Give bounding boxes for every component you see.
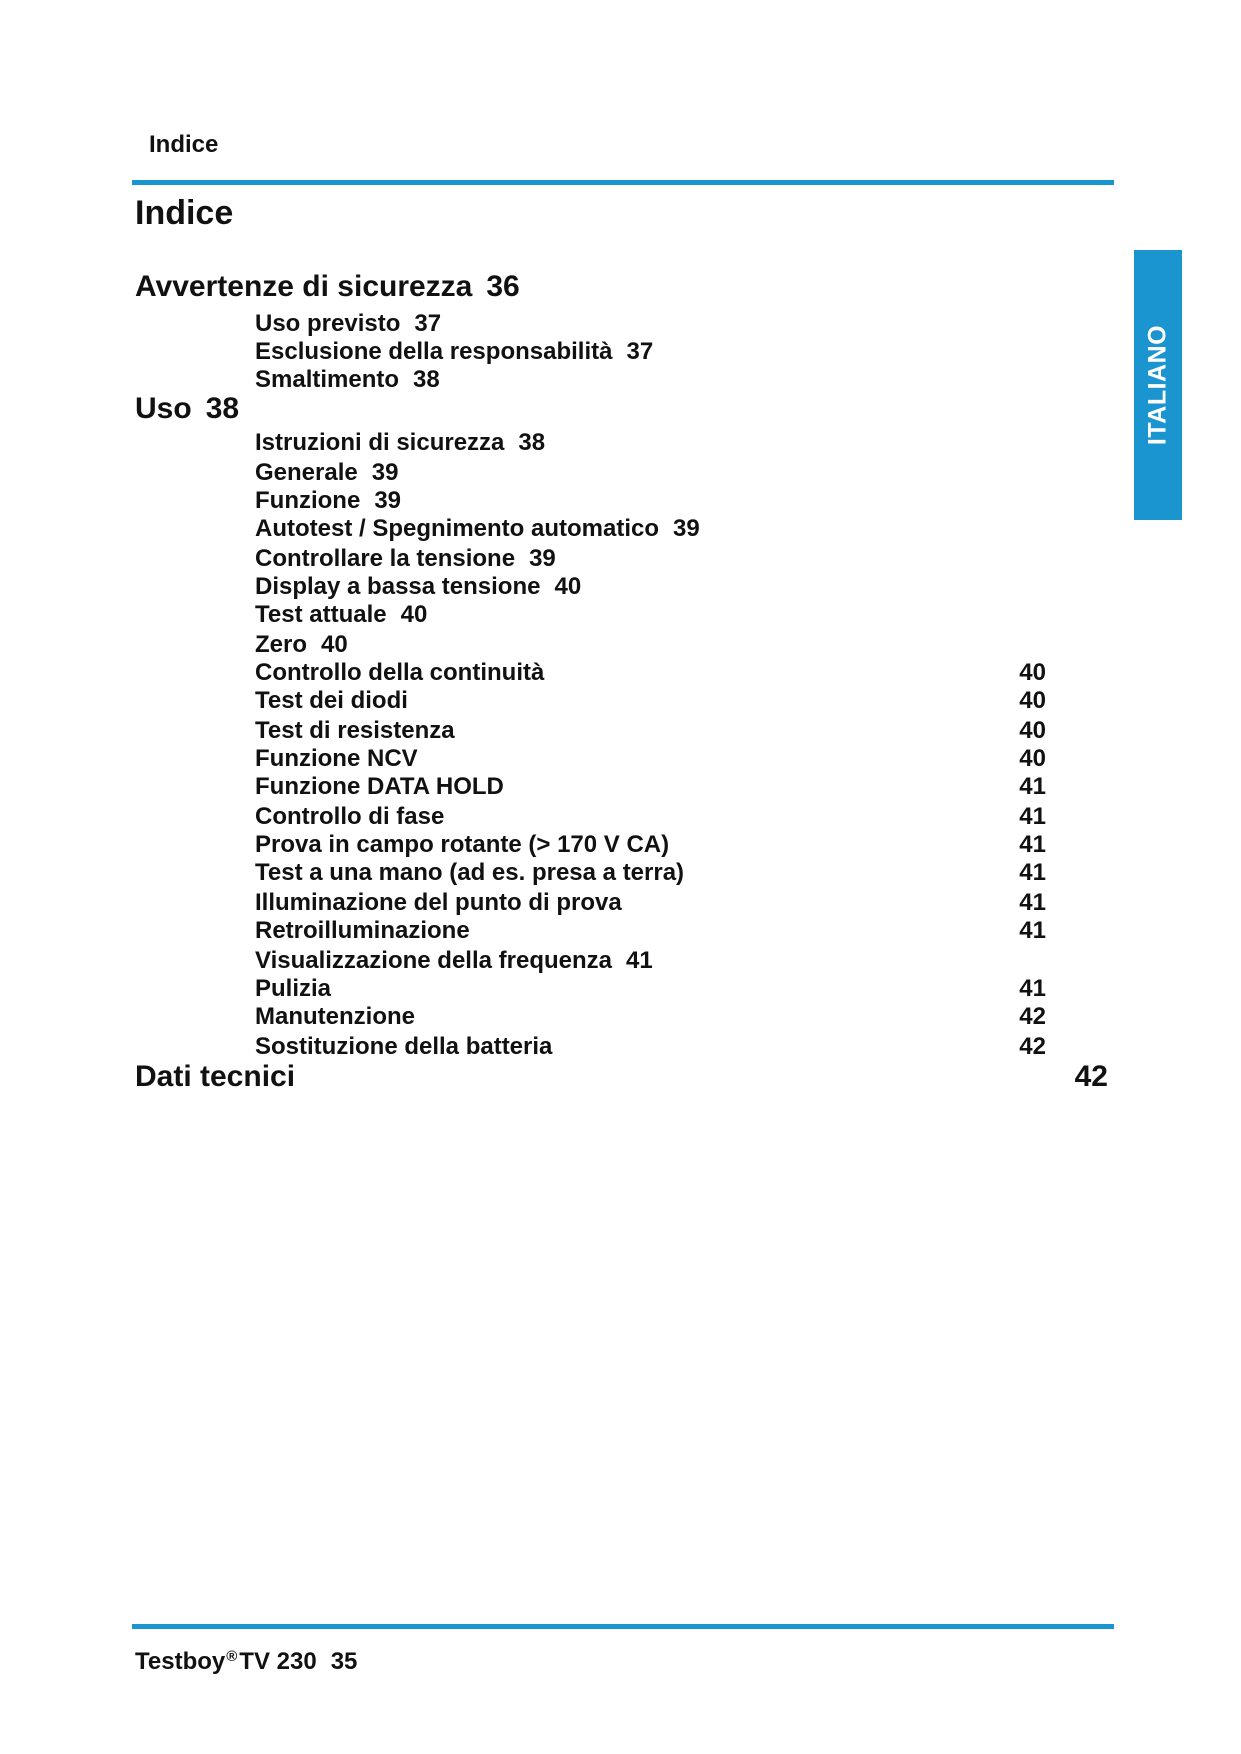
toc-entry-generale[interactable] <box>255 459 398 487</box>
toc-entry-istruzioni[interactable] <box>255 429 545 457</box>
toc-page: 39 <box>374 487 402 514</box>
toc-entry-manutenzione[interactable] <box>255 1003 415 1031</box>
toc-title: Funzione <box>255 487 361 514</box>
toc-page: 40 <box>1019 717 1046 744</box>
toc-entry-batteria[interactable] <box>255 1033 552 1061</box>
toc-page: 41 <box>1019 917 1046 944</box>
toc-entry-campo-rotante[interactable] <box>255 831 669 859</box>
toc-title: Controllare la tensione <box>255 545 516 572</box>
toc-page: 41 <box>1019 831 1046 858</box>
toc-page: 40 <box>554 573 582 600</box>
running-header: Indice <box>149 131 219 158</box>
toc-title: Manutenzione <box>255 1003 415 1030</box>
toc-entry-retroilluminazione[interactable] <box>255 917 470 945</box>
toc-title: Illuminazione del punto di prova <box>255 889 622 916</box>
toc-entry-data-hold[interactable] <box>255 773 504 801</box>
footer-page-number: 35 <box>330 1648 358 1675</box>
language-tab <box>1134 250 1182 520</box>
toc-entry-zero[interactable] <box>255 631 348 659</box>
toc-title: Avvertenze di sicurezza <box>135 270 473 303</box>
toc-page: 37 <box>626 338 654 365</box>
footer-rule <box>132 1624 1114 1629</box>
toc-title: Uso previsto <box>255 310 401 337</box>
toc-page: 38 <box>518 429 546 456</box>
toc-page: 40 <box>1019 659 1046 686</box>
header-rule <box>132 180 1114 185</box>
toc-entry-pulizia[interactable] <box>255 975 331 1003</box>
toc-title: Test attuale <box>255 601 387 628</box>
toc-title: Retroilluminazione <box>255 917 470 944</box>
toc-page: 36 <box>486 270 520 303</box>
toc-entry-dati-tecnici[interactable] <box>135 1060 295 1094</box>
toc-title: Generale <box>255 459 358 486</box>
footer-model: TV 230 <box>239 1648 317 1675</box>
toc-entry-controllo-fase[interactable] <box>255 803 444 831</box>
toc-entry-continuita[interactable] <box>255 659 544 687</box>
toc-page: 42 <box>1074 1060 1108 1093</box>
toc-page: 40 <box>400 601 428 628</box>
toc-title: Sostituzione della batteria <box>255 1033 553 1060</box>
toc-title: Controllo della continuità <box>255 659 545 686</box>
toc-title: Istruzioni di sicurezza <box>255 429 505 456</box>
page-title: Indice <box>135 194 234 232</box>
toc-entry-test-attuale[interactable] <box>255 601 427 629</box>
toc-entry-controllare-tensione[interactable] <box>255 545 556 573</box>
toc-entry-uso-previsto[interactable] <box>255 310 441 338</box>
toc-entry-smaltimento[interactable] <box>255 366 440 394</box>
toc-entry-frequenza[interactable] <box>255 947 653 975</box>
toc-page: 41 <box>1019 889 1046 916</box>
toc-entry-test-una-mano[interactable] <box>255 859 684 887</box>
toc-title: Funzione NCV <box>255 745 418 772</box>
toc-title: Funzione DATA HOLD <box>255 773 504 800</box>
toc-entry-esclusione[interactable] <box>255 338 653 366</box>
toc-page: 39 <box>673 515 700 542</box>
toc-title: Autotest / Spegnimento automatico <box>255 515 660 542</box>
toc-page: 42 <box>1019 1003 1046 1030</box>
toc-entry-illuminazione[interactable] <box>255 889 622 917</box>
toc-entry-resistenza[interactable] <box>255 717 455 745</box>
toc-page: 39 <box>529 545 556 572</box>
toc-title: Smaltimento <box>255 366 400 393</box>
footer <box>135 1648 357 1676</box>
toc-title: Pulizia <box>255 975 332 1002</box>
toc-page: 40 <box>1019 687 1046 714</box>
toc-entry-diodi[interactable] <box>255 687 408 715</box>
toc-title: Prova in campo rotante (> 170 V CA) <box>255 831 670 858</box>
toc-page: 38 <box>413 366 440 393</box>
language-tab-label: ITALIANO <box>1143 324 1172 446</box>
toc-title: Test di resistenza <box>255 717 455 744</box>
toc-entry-uso[interactable] <box>135 392 239 426</box>
toc-page: 38 <box>205 392 240 425</box>
toc-page: 37 <box>414 310 442 337</box>
toc-page: 40 <box>321 631 348 658</box>
toc-page: 39 <box>371 459 399 486</box>
toc-page: 41 <box>626 947 653 974</box>
toc-page: 41 <box>1019 859 1046 886</box>
toc-title: Test dei diodi <box>255 687 408 714</box>
toc-title: Uso <box>135 392 192 425</box>
toc-entry-ncv[interactable] <box>255 745 418 773</box>
toc-page: 42 <box>1019 1033 1046 1060</box>
toc-entry-autotest[interactable] <box>255 515 700 543</box>
footer-brand: Testboy <box>135 1648 226 1675</box>
toc-title: Esclusione della responsabilità <box>255 338 613 365</box>
toc-entry-funzione[interactable] <box>255 487 401 515</box>
toc-title: Display a bassa tensione <box>255 573 541 600</box>
toc-page: 41 <box>1019 975 1046 1002</box>
toc-title: Test a una mano (ad es. presa a terra) <box>255 859 685 886</box>
toc-entry-avvertenze[interactable] <box>135 270 520 304</box>
toc-page: 40 <box>1019 745 1046 772</box>
toc-title: Controllo di fase <box>255 803 445 830</box>
toc-title: Visualizzazione della frequenza <box>255 947 612 974</box>
toc-page: 41 <box>1019 803 1046 830</box>
toc-entry-display-bassa-tensione[interactable] <box>255 573 581 601</box>
toc-title: Dati tecnici <box>135 1060 296 1093</box>
toc-page: 41 <box>1019 773 1046 800</box>
toc-title: Zero <box>255 631 308 658</box>
registered-mark: ® <box>226 1648 238 1665</box>
